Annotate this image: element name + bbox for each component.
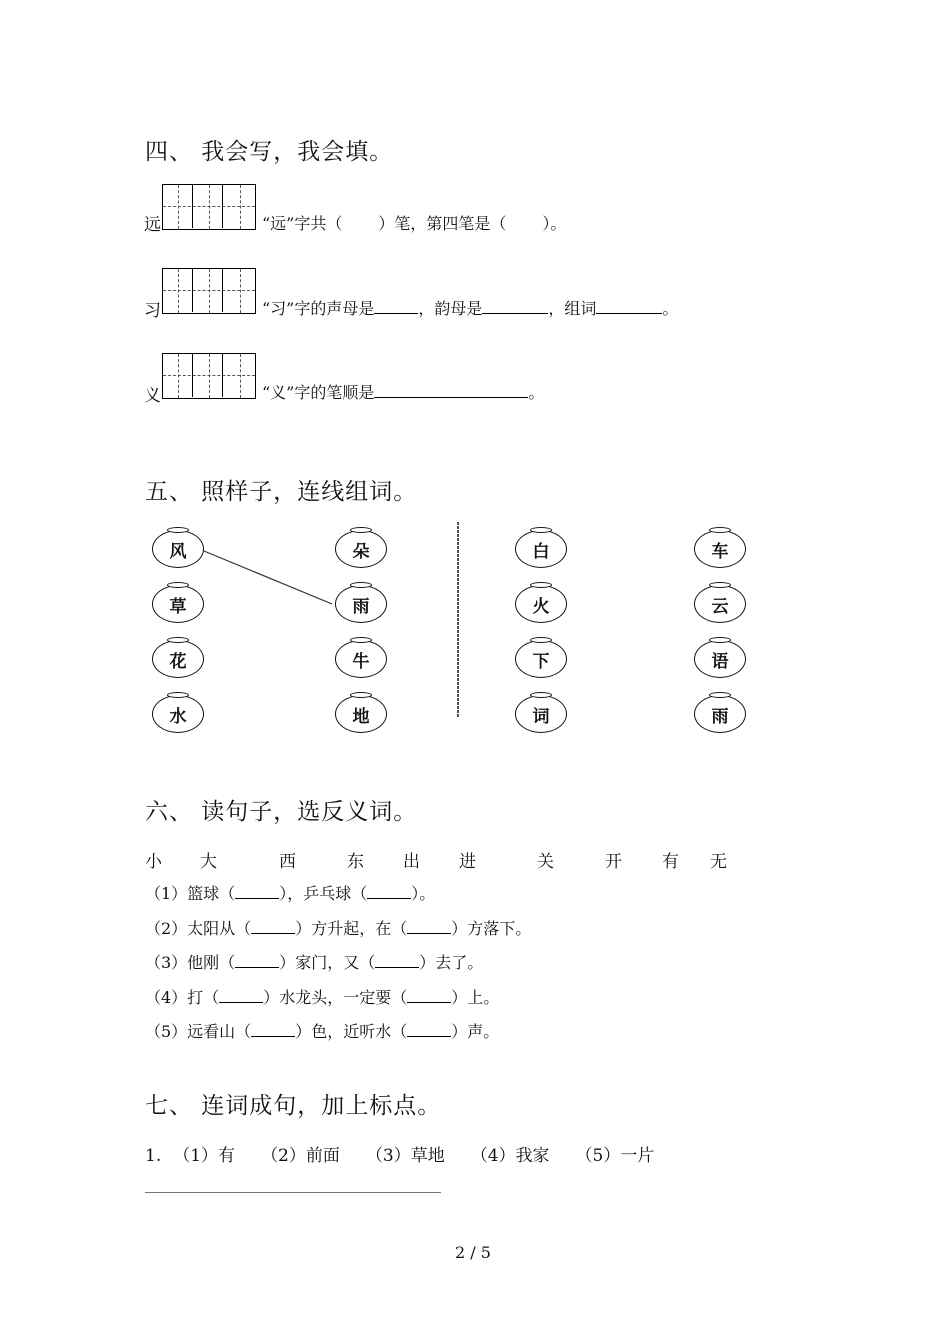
blank-q3-a[interactable] — [235, 967, 279, 968]
word-option: 大 — [200, 852, 217, 872]
circle-di[interactable]: 地 — [335, 695, 387, 733]
section-5-title: 五、 照样子，连线组词。 — [145, 479, 418, 505]
question-2: （2）太阳从（ ）方升起，在（ ）方落下。 — [145, 919, 532, 938]
row-2-text: “习”字的声母是 ，韵母是 ，组词 。 — [262, 299, 679, 318]
blank-q4-a[interactable] — [219, 1002, 263, 1003]
circle-duo[interactable]: 朵 — [335, 530, 387, 568]
circle-yu-rain[interactable]: 雨 — [694, 695, 746, 733]
word-option: 西 — [279, 852, 296, 872]
example-line — [204, 551, 332, 604]
word-option: 开 — [605, 852, 622, 872]
page-number: 2 / 5 — [455, 1243, 491, 1262]
blank-q1-b[interactable] — [367, 898, 411, 899]
question-5: （5）远看山（ ）色，近听水（ ）声。 — [145, 1022, 500, 1041]
word-option: 东 — [347, 852, 364, 872]
circle-niu[interactable]: 牛 — [335, 640, 387, 678]
question-4: （4）打（ ）水龙头，一定要（ ）上。 — [145, 988, 500, 1007]
answer-line[interactable] — [145, 1192, 441, 1193]
circle-shui[interactable]: 水 — [152, 695, 204, 733]
circle-yu-language[interactable]: 语 — [694, 640, 746, 678]
circle-xia[interactable]: 下 — [515, 640, 567, 678]
blank-q4-b[interactable] — [407, 1002, 451, 1003]
circle-ci[interactable]: 词 — [515, 695, 567, 733]
word-option: 有 — [662, 852, 679, 872]
blank-q2-b[interactable] — [407, 933, 451, 934]
word-option: 出 — [403, 852, 420, 872]
circle-huo[interactable]: 火 — [515, 585, 567, 623]
question-1: （1）篮球（ ），乒乓球（ ）。 — [145, 884, 436, 903]
section-6-title: 六、 读句子，选反义词。 — [145, 799, 418, 825]
char-yuan: 远 — [144, 215, 161, 235]
circle-cao[interactable]: 草 — [152, 585, 204, 623]
blank-q1-a[interactable] — [235, 898, 279, 899]
circle-yun[interactable]: 云 — [694, 585, 746, 623]
blank-q5-a[interactable] — [251, 1036, 295, 1037]
question-3: （3）他刚（ ）家门，又（ ）去了。 — [145, 953, 484, 972]
blank-q3-b[interactable] — [375, 967, 419, 968]
word-option: 进 — [459, 852, 476, 872]
char-xi: 习 — [144, 301, 161, 321]
word-option: 小 — [145, 852, 162, 872]
row-1-text: “远”字共（ ）笔，第四笔是（ ）。 — [262, 214, 567, 233]
blank-q2-a[interactable] — [251, 933, 295, 934]
circle-bai[interactable]: 白 — [515, 530, 567, 568]
circle-feng[interactable]: 风 — [152, 530, 204, 568]
section-4-title: 四、 我会写，我会填。 — [145, 139, 394, 165]
circle-hua[interactable]: 花 — [152, 640, 204, 678]
blank-q5-b[interactable] — [407, 1036, 451, 1037]
circle-yu[interactable]: 雨 — [335, 585, 387, 623]
row-3-text: “义”字的笔顺是 。 — [262, 383, 545, 402]
char-yi: 义 — [144, 386, 161, 406]
word-option: 关 — [537, 852, 554, 872]
s7-question-1: 1. （1）有 （2）前面 （3）草地 （4）我家 （5）一片 — [145, 1146, 655, 1166]
word-option: 无 — [710, 852, 727, 872]
section-7-title: 七、 连词成句，加上标点。 — [145, 1093, 442, 1119]
circle-che[interactable]: 车 — [694, 530, 746, 568]
